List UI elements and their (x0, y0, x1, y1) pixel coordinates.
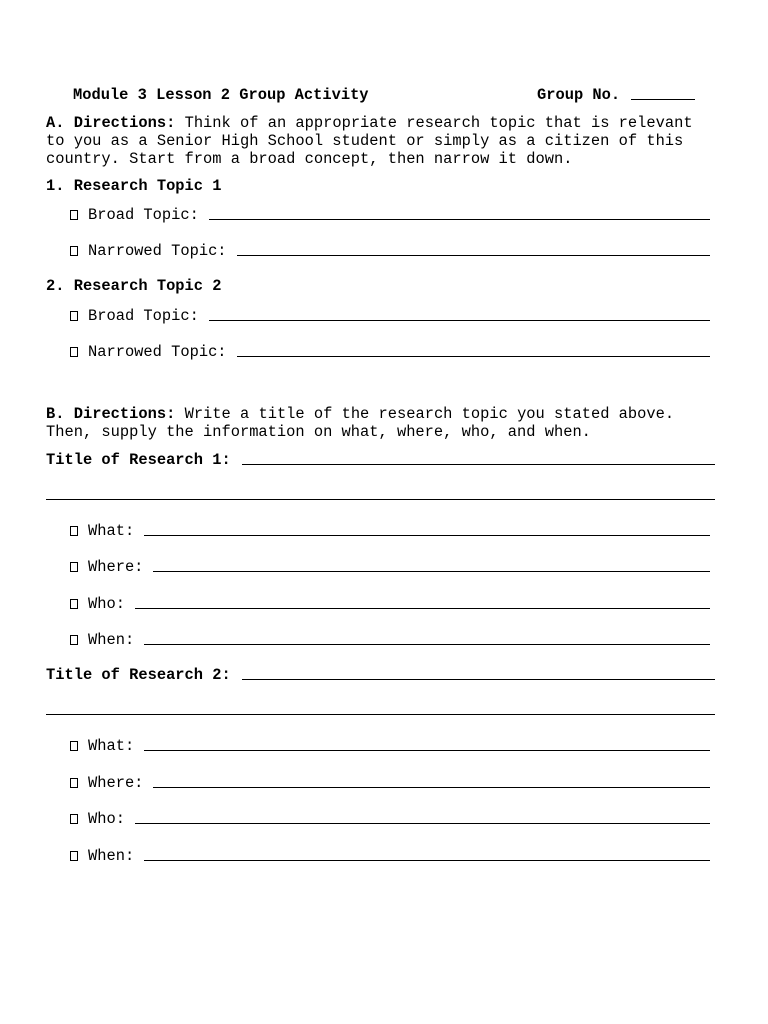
bullet-icon (70, 210, 78, 220)
who-2-blank[interactable] (135, 823, 710, 824)
what-2-blank[interactable] (144, 750, 710, 751)
bullet-icon (70, 814, 78, 824)
bullet-icon (70, 526, 78, 536)
when-1-blank[interactable] (144, 644, 710, 645)
what-2-label: What: (88, 737, 135, 755)
bullet-icon (70, 311, 78, 321)
title-of-research-2-blank[interactable] (242, 679, 715, 680)
where-2-label: Where: (88, 774, 144, 792)
title-of-research-2-blank-line2[interactable] (46, 714, 715, 715)
section-b-directions-line1 (46, 405, 674, 423)
where-1-label: Where: (88, 558, 144, 576)
group-number-label: Group No. (537, 86, 621, 104)
title-of-research-2-label: Title of Research 2: (46, 666, 231, 684)
bullet-icon (70, 635, 78, 645)
section-a-directions-line2: to you as a Senior High School student or simply as a citizen of this (46, 132, 684, 150)
when-1-label: When: (88, 631, 135, 649)
who-1-blank[interactable] (135, 608, 710, 609)
narrowed-topic-2-blank[interactable] (237, 356, 710, 357)
bullet-icon (70, 347, 78, 357)
bullet-icon (70, 246, 78, 256)
when-2-label: When: (88, 847, 135, 865)
section-a-directions-label: Directions: (73, 114, 176, 132)
research-topic-2-heading: 2. Research Topic 2 (46, 277, 222, 295)
title-of-research-1-label: Title of Research 1: (46, 451, 231, 469)
section-b-directions-label: Directions: (73, 405, 176, 423)
page-title: Module 3 Lesson 2 Group Activity (73, 86, 369, 104)
title-of-research-1-blank-line2[interactable] (46, 499, 715, 500)
bullet-icon (70, 778, 78, 788)
broad-topic-1-blank[interactable] (209, 219, 710, 220)
when-2-blank[interactable] (144, 860, 710, 861)
where-2-blank[interactable] (153, 787, 710, 788)
research-topic-1-heading: 1. Research Topic 1 (46, 177, 222, 195)
narrowed-topic-2-label: Narrowed Topic: (88, 343, 227, 361)
bullet-icon (70, 562, 78, 572)
title-of-research-1-blank[interactable] (242, 464, 715, 465)
group-number-blank[interactable] (631, 99, 695, 100)
who-2-label: Who: (88, 810, 125, 828)
what-1-blank[interactable] (144, 535, 710, 536)
broad-topic-2-label: Broad Topic: (88, 307, 199, 325)
section-b-letter: B. (46, 405, 65, 423)
section-a-directions-text: Think of an appropriate research topic that is relevant (175, 114, 693, 132)
bullet-icon (70, 599, 78, 609)
section-a-directions-line1 (46, 114, 693, 132)
section-a-letter: A. (46, 114, 65, 132)
broad-topic-1-label: Broad Topic: (88, 206, 199, 224)
bullet-icon (70, 851, 78, 861)
section-b-directions-text: Write a title of the research topic you stated above. (175, 405, 675, 423)
bullet-icon (70, 741, 78, 751)
who-1-label: Who: (88, 595, 125, 613)
where-1-blank[interactable] (153, 571, 710, 572)
what-1-label: What: (88, 522, 135, 540)
section-a-directions-line3: country. Start from a broad concept, then narrow it down. (46, 150, 573, 168)
narrowed-topic-1-blank[interactable] (237, 255, 710, 256)
section-b-directions-line2: Then, supply the information on what, where, who, and when. (46, 423, 591, 441)
narrowed-topic-1-label: Narrowed Topic: (88, 242, 227, 260)
broad-topic-2-blank[interactable] (209, 320, 710, 321)
